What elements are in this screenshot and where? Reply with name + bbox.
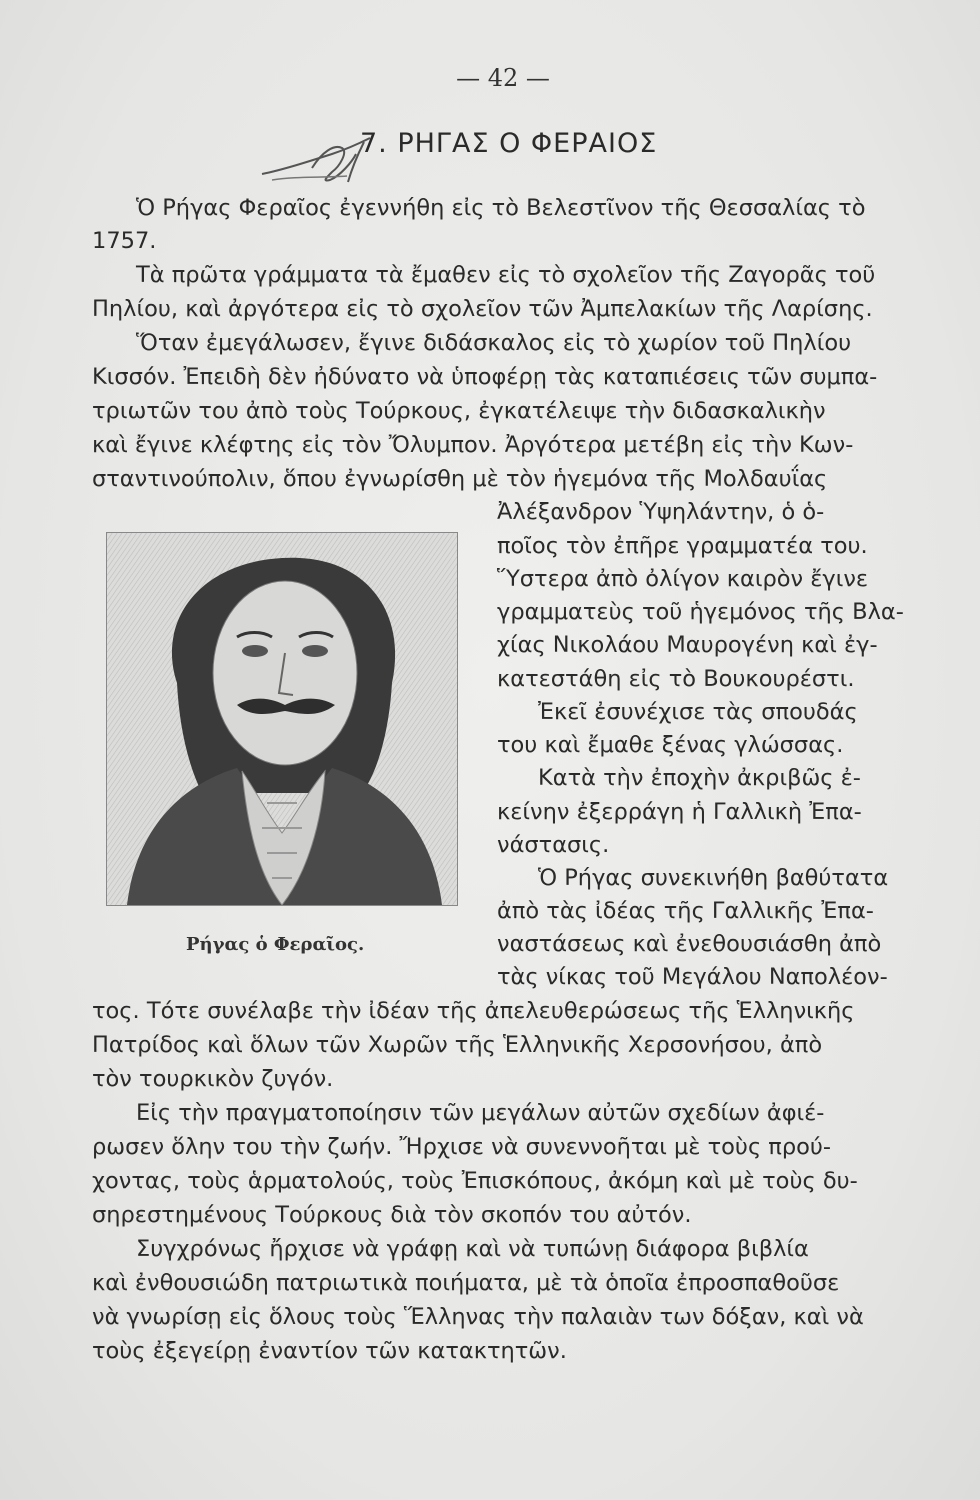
text-line: του καὶ ἔμαθε ξένας γλώσσας. [497,732,844,758]
text-line: Ἀλέξανδρον Ὑψηλάντην, ὁ ὁ- [497,499,825,525]
text-line: Εἰς τὴν πραγματοποίησιν τῶν μεγάλων αὐτῶν σχεδίων ἀφιέ- [136,1100,825,1126]
text-line: σηρεστημένους Τούρκους διὰ τὸν σκοπόν του αὐτόν. [92,1202,692,1228]
text-line: Ὕστερα ἀπὸ ὀλίγον καιρὸν ἔγινε [497,566,869,592]
text-line: ἀπὸ τὰς ἰδέας τῆς Γαλλικῆς Ἐπα- [497,898,874,924]
text-line: σταντινούπολιν, ὅπου ἐγνωρίσθη μὲ τὸν ἡγεμόνα τῆς Μολδαυΐας [92,466,828,492]
text-line: καὶ ἐνθουσιώδη πατριωτικὰ ποιήματα, μὲ τὰ ὁποῖα ἐπροσπαθοῦσε [92,1270,840,1296]
page-number: — 42 — [456,64,550,92]
text-line: νὰ γνωρίσῃ εἰς ὅλους τοὺς Ἕλληνας τὴν παλαιὰν των δόξαν, καὶ νὰ [92,1304,864,1330]
text-line: γραμματεὺς τοῦ ἡγεμόνος τῆς Βλα- [497,599,904,625]
text-line: Ὁ Ρήγας Φεραῖος ἐγεννήθη εἰς τὸ Βελεστῖνον τῆς Θεσσαλίας τὸ [136,195,866,221]
text-line: τὰς νίκας τοῦ Μεγάλου Ναπολέον- [497,964,888,990]
text-line: κείνην ἐξερράγη ἡ Γαλλικὴ Ἐπα- [497,799,862,825]
chapter-title: 7. ΡΗΓΑΣ Ο ΦΕΡΑΙΟΣ [360,128,658,159]
text-line: νάστασις. [497,832,610,858]
portrait-image [106,532,458,906]
text-line: καὶ ἔγινε κλέφτης εἰς τὸν Ὄλυμπον. Ἀργότερα μετέβη εἰς τὴν Κων- [92,432,854,458]
text-line: χίας Νικολάου Μαυρογένη καὶ ἐγ- [497,632,878,658]
text-line: 1757. [92,228,157,254]
text-line: Πηλίου, καὶ ἀργότερα εἰς τὸ σχολεῖον τῶν Ἀμπελακίων τῆς Λαρίσης. [92,296,873,322]
text-line: τριωτῶν του ἀπὸ τοὺς Τούρκους, ἐγκατέλειψε τὴν διδασκαλικὴν [92,398,826,424]
text-line: Πατρίδος καὶ ὅλων τῶν Χωρῶν τῆς Ἑλληνικῆς Χερσονήσου, ἀπὸ [92,1032,823,1058]
text-line: Τὰ πρῶτα γράμματα τὰ ἔμαθεν εἰς τὸ σχολεῖον τῆς Ζαγορᾶς τοῦ [136,262,876,288]
text-line: Ὁ Ρήγας συνεκινήθη βαθύτατα [538,865,889,891]
text-line: Κατὰ τὴν ἐποχὴν ἀκριβῶς ἐ- [538,765,861,791]
text-line: Κισσόν. Ἐπειδὴ δὲν ἠδύνατο νὰ ὑποφέρῃ τὰς καταπιέσεις τῶν συμπα- [92,364,878,390]
text-line: τὸν τουρκικὸν ζυγόν. [92,1066,334,1092]
text-line: Συγχρόνως ἤρχισε νὰ γράφῃ καὶ νὰ τυπώνῃ διάφορα βιβλία [136,1236,809,1262]
text-line: Ἐκεῖ ἐσυνέχισε τὰς σπουδάς [538,699,858,725]
text-line: ποῖος τὸν ἐπῆρε γραμματέα του. [497,533,868,559]
text-line: ναστάσεως καὶ ἐνεθουσιάσθη ἀπὸ [497,931,882,957]
text-line: τοὺς ἐξεγείρῃ ἐναντίον τῶν κατακτητῶν. [92,1338,567,1364]
text-line: τος. Τότε συνέλαβε τὴν ἰδέαν τῆς ἀπελευθερώσεως τῆς Ἑλληνικῆς [92,998,855,1024]
portrait-caption: Ρήγας ὁ Φεραῖος. [186,934,365,955]
text-line: Ὅταν ἐμεγάλωσεν, ἔγινε διδάσκαλος εἰς τὸ χωρίον τοῦ Πηλίου [136,330,852,356]
text-line: κατεστάθη εἰς τὸ Βουκουρέστι. [497,666,855,692]
text-line: χοντας, τοὺς ἁρματολούς, τοὺς Ἐπισκόπους, ἀκόμη καὶ μὲ τοὺς δυ- [92,1168,858,1194]
text-line: ρωσεν ὅλην του τὴν ζωήν. Ἤρχισε νὰ συνεννοῆται μὲ τοὺς πρού- [92,1134,832,1160]
